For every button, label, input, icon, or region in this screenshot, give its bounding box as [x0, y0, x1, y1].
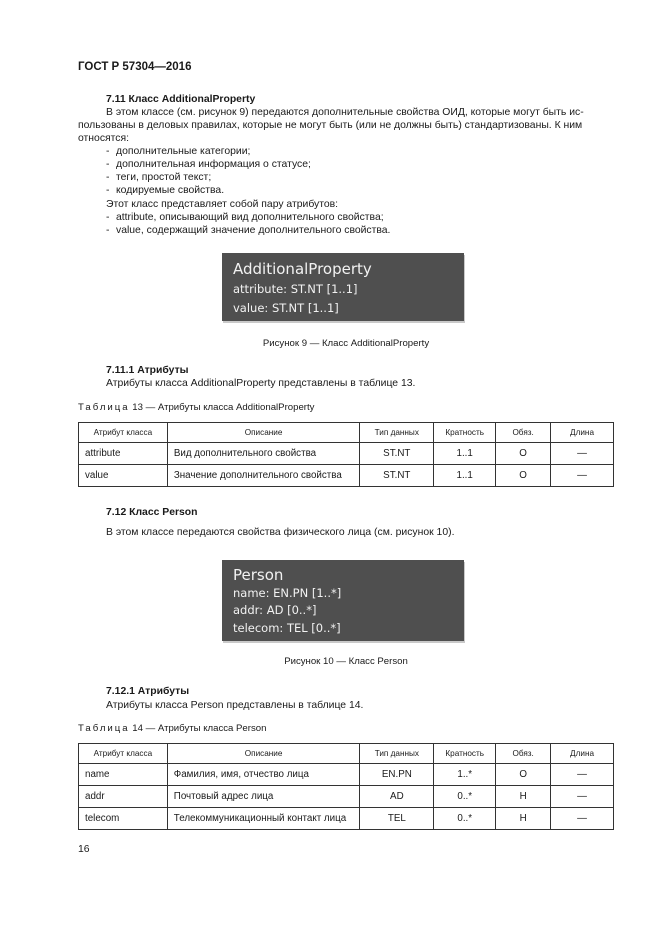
- column-header: Длина: [551, 744, 614, 764]
- categories-list: [106, 145, 311, 197]
- table-caption-text: 13 — Атрибуты класса AdditionalProperty: [132, 402, 315, 413]
- table-cell: 0..*: [434, 786, 496, 808]
- table-cell: name: [79, 764, 168, 786]
- table-cell: O: [496, 764, 551, 786]
- table-cell: value: [79, 465, 168, 487]
- uml-class-person: [222, 560, 464, 641]
- table-row: [79, 443, 614, 465]
- table-cell: Почтовый адрес лица: [167, 786, 360, 808]
- table-caption-word: Таблица: [78, 723, 130, 734]
- table-14: [78, 743, 614, 830]
- intro-line: В этом классе (см. рисунок 9) передаются дополнительные свойства ОИД, которые могут быть ис-: [106, 107, 584, 118]
- table-cell: AD: [360, 786, 434, 808]
- column-header: Описание: [167, 744, 360, 764]
- table-row: [79, 786, 614, 808]
- table-row: [79, 808, 614, 830]
- table-cell: Фамилия, имя, отчество лица: [167, 764, 360, 786]
- table-cell: telecom: [79, 808, 168, 830]
- table-cell: —: [551, 808, 614, 830]
- uml-attribute: value: ST.NT [1..1]: [233, 301, 339, 315]
- table-header-row: [79, 423, 614, 443]
- table-cell: attribute: [79, 443, 168, 465]
- uml-attribute: attribute: ST.NT [1..1]: [233, 282, 358, 296]
- uml-class-name: AdditionalProperty: [233, 260, 372, 278]
- uml-attribute: telecom: TEL [0..*]: [233, 621, 341, 635]
- column-header: Атрибут класса: [79, 744, 168, 764]
- table-cell: ST.NT: [360, 443, 434, 465]
- table-cell: Н: [496, 786, 551, 808]
- table-cell: 1..1: [434, 465, 496, 487]
- column-header: Кратность: [434, 744, 496, 764]
- column-header: Описание: [167, 423, 360, 443]
- uml-class-name: Person: [233, 566, 284, 584]
- table-cell: —: [551, 764, 614, 786]
- table-13: [78, 422, 614, 487]
- section-7-12-text: В этом классе передаются свойства физического лица (см. рисунок 10).: [106, 527, 455, 538]
- table-caption-word: Таблица: [78, 402, 130, 413]
- table-cell: O: [496, 443, 551, 465]
- table-cell: 1..*: [434, 764, 496, 786]
- section-7-12-1-text: Атрибуты класса Person представлены в таблице 14.: [106, 700, 364, 711]
- column-header: Длина: [551, 423, 614, 443]
- list-item: - кодируемые свойства.: [106, 184, 311, 197]
- uml-attribute: name: EN.PN [1..*]: [233, 586, 342, 600]
- list-item: - теги, простой текст;: [106, 171, 311, 184]
- section-7-11-1-text: Атрибуты класса AdditionalProperty представлены в таблице 13.: [106, 378, 416, 389]
- table-cell: addr: [79, 786, 168, 808]
- document-header: ГОСТ Р 57304—2016: [78, 61, 192, 73]
- table-cell: Значение дополнительного свойства: [167, 465, 360, 487]
- list-item: - value, содержащий значение дополнительного свойства.: [106, 224, 390, 237]
- column-header: Тип данных: [360, 744, 434, 764]
- column-header: Тип данных: [360, 423, 434, 443]
- section-7-11-intro: [78, 106, 616, 145]
- table-13-caption: [78, 402, 314, 413]
- column-header: Кратность: [434, 423, 496, 443]
- table-row: [79, 465, 614, 487]
- section-heading-7-12-1: 7.12.1 Атрибуты: [106, 686, 190, 697]
- table-cell: 0..*: [434, 808, 496, 830]
- figure-9-caption: Рисунок 9 — Класс AdditionalProperty: [262, 338, 430, 349]
- column-header: Обяз.: [496, 423, 551, 443]
- intro-line: относятся:: [78, 133, 129, 144]
- uml-class-additionalproperty: [222, 253, 464, 321]
- column-header: Атрибут класса: [79, 423, 168, 443]
- table-cell: TEL: [360, 808, 434, 830]
- section-heading-7-11-1: 7.11.1 Атрибуты: [106, 365, 189, 376]
- table-cell: —: [551, 786, 614, 808]
- page-number: 16: [78, 844, 90, 855]
- list-item: - дополнительная информация о статусе;: [106, 158, 311, 171]
- table-header-row: [79, 744, 614, 764]
- pair-intro: Этот класс представляет собой пару атрибутов:: [106, 199, 339, 210]
- table-cell: ST.NT: [360, 465, 434, 487]
- table-cell: Вид дополнительного свойства: [167, 443, 360, 465]
- column-header: Обяз.: [496, 744, 551, 764]
- table-cell: EN.PN: [360, 764, 434, 786]
- table-cell: O: [496, 465, 551, 487]
- list-item: - дополнительные категории;: [106, 145, 311, 158]
- figure-10-caption: Рисунок 10 — Класс Person: [284, 656, 408, 667]
- table-cell: Н: [496, 808, 551, 830]
- intro-line: пользованы в деловых правилах, которые не могут быть (или не должны быть) стандартизованы. К ним: [78, 120, 583, 131]
- section-heading-7-12: 7.12 Класс Person: [106, 507, 198, 518]
- pair-attributes-list: [106, 211, 390, 237]
- section-heading-7-11: 7.11 Класс AdditionalProperty: [106, 94, 256, 105]
- table-cell: —: [551, 465, 614, 487]
- table-caption-text: 14 — Атрибуты класса Person: [132, 723, 267, 734]
- table-cell: —: [551, 443, 614, 465]
- uml-attribute: addr: AD [0..*]: [233, 603, 317, 617]
- table-cell: Телекоммуникационный контакт лица: [167, 808, 360, 830]
- table-14-caption: [78, 723, 266, 734]
- table-cell: 1..1: [434, 443, 496, 465]
- table-row: [79, 764, 614, 786]
- list-item: - attribute, описывающий вид дополнительного свойства;: [106, 211, 390, 224]
